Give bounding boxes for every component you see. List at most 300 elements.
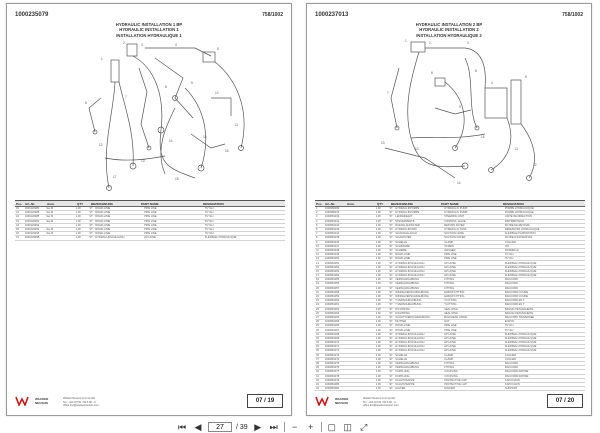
cell-unit: ST — [389, 211, 393, 215]
cell-qty: 1,00 — [375, 269, 381, 273]
cell-art-nr: 1000081361 — [324, 303, 340, 307]
cell-unit: ST — [389, 286, 393, 290]
cell-part-name: HYDRAULIC PUMP — [444, 211, 468, 215]
cell-unit: ST — [389, 366, 393, 370]
cell-art-nr: 1000081341 — [324, 219, 340, 223]
cell-art-nr: 1000081372 — [324, 349, 340, 353]
cell-pos: 30 — [316, 328, 319, 332]
cell-bezeichnung: STEUERVENTIL — [395, 219, 415, 223]
last-page-icon[interactable]: ⏭ — [269, 421, 278, 432]
cell-qty: 1,00 — [375, 211, 381, 215]
document-number: 1000237013 — [315, 12, 349, 18]
hydraulic-exploded-drawing — [15, 38, 285, 196]
cell-unit: ST — [389, 244, 393, 248]
cell-bezeichnung: LENKEINHEIT — [395, 215, 413, 219]
cell-unit: ST — [89, 232, 93, 236]
cell-designation: RACCORD EN T — [504, 303, 525, 307]
cell-art-nr: 1000081378 — [324, 374, 340, 378]
cell-qty: 1,00 — [375, 240, 381, 244]
cell-bezeichnung: ROHR-LINIE — [95, 207, 111, 211]
cell-unit: ST — [389, 299, 393, 303]
header-art-nr: Art.-Nr. — [325, 201, 336, 206]
cell-part-name: SCREW — [444, 244, 454, 248]
cell-qty: 1,00 — [375, 362, 381, 366]
cell-pos: 28 — [316, 320, 319, 324]
cell-bezeichnung: SCHOTTVERSCHRAUBUNG — [395, 315, 430, 319]
cell-qty: 1,00 — [375, 253, 381, 257]
cell-art-nr: 1000080370 — [324, 211, 340, 215]
cell-part-name: RETURN FILTER — [444, 223, 465, 227]
cell-unit: ST — [389, 257, 393, 261]
cell-unit: ST — [389, 374, 393, 378]
cell-pos: 1 — [316, 207, 318, 211]
cell-anm: Ser.M — [46, 207, 54, 211]
cell-art-nr: 1000126286 — [24, 211, 40, 215]
first-page-icon[interactable]: ⏮ — [177, 421, 187, 432]
cell-bezeichnung: SCHELLE — [395, 353, 408, 357]
zoom-out-icon[interactable]: − — [292, 421, 298, 432]
svg-text:17: 17 — [113, 175, 117, 179]
cell-bezeichnung: HYDRAULIKSCHLAUCH — [395, 261, 425, 265]
cell-part-name: FITTING — [444, 286, 455, 290]
cell-unit: ST — [389, 378, 393, 382]
cell-part-name: HP HOSE — [444, 332, 456, 336]
cell-pos: 36 — [316, 353, 319, 357]
cell-part-name: HP HOSE — [444, 349, 456, 353]
cell-qty: 1,00 — [375, 299, 381, 303]
cell-designation: RACCORD — [504, 362, 518, 366]
cell-unit: ST — [389, 324, 393, 328]
table-body — [315, 207, 585, 391]
document-page-right — [306, 3, 592, 416]
cell-bezeichnung: SCHELLE — [395, 357, 408, 361]
fullscreen-icon[interactable]: ⤢ — [360, 421, 368, 432]
cell-unit: ST — [389, 248, 393, 252]
cell-part-name: PIPE LINE — [444, 324, 457, 328]
cell-art-nr: 1000126292 — [24, 223, 40, 227]
cell-qty: 1,00 — [75, 223, 81, 227]
cell-designation: TUYAU — [204, 228, 214, 232]
cell-pos: 34 — [316, 345, 319, 349]
cell-bezeichnung: WINKELVERSCHRAUBUNG — [395, 290, 429, 294]
svg-text:8: 8 — [165, 85, 167, 89]
cell-bezeichnung: HYDRAULIKPUMPE — [395, 211, 420, 215]
fit-page-icon[interactable]: ▢ — [327, 421, 336, 432]
svg-text:15: 15 — [203, 135, 207, 139]
svg-text:18: 18 — [175, 177, 179, 181]
cell-pos: 31 — [316, 332, 319, 336]
cell-unit: ST — [389, 353, 393, 357]
company-address: Wacker Neuson Linz GmbH Tel.: +43 (0)732 / 90 5 90 - 0 office.linz@wackerneuson.com — [63, 397, 99, 408]
cell-designation: RACCORD — [504, 286, 518, 290]
cell-qty: 1,00 — [375, 290, 381, 294]
cell-art-nr: 1000126298 — [24, 236, 40, 240]
cell-bezeichnung: HYDRAULIKTANK — [395, 228, 417, 232]
cell-designation: TUYAU — [204, 232, 214, 236]
cell-art-nr: 1000081346 — [324, 240, 340, 244]
cell-pos: 10 — [316, 244, 319, 248]
cell-qty: 1,00 — [375, 282, 381, 286]
document-page-left — [6, 3, 292, 416]
page-title-line: HYDRAULIC INSTALLATION 1 — [119, 27, 179, 33]
cell-designation: FLEXIBLE HYDRAULIQUE — [504, 274, 537, 278]
cell-qty: 1,00 — [375, 219, 381, 223]
cell-part-name: CLAMP — [444, 353, 454, 357]
svg-text:16: 16 — [225, 149, 229, 153]
cell-bezeichnung: SAUGFILTER — [395, 236, 412, 240]
header-bezeichnung: BEZEICHNUNG — [391, 201, 414, 206]
cell-bezeichnung: HYDRAULIKSCHLAUCH — [395, 269, 425, 273]
cell-bezeichnung: HYDRAULIKSCHLAUCH — [95, 236, 125, 240]
cell-unit: ST — [389, 236, 393, 240]
cell-pos: 4 — [316, 219, 318, 223]
cell-part-name: WASHER — [444, 248, 456, 252]
cell-bezeichnung: HYDRAULIKSCHLAUCH — [395, 265, 425, 269]
cell-art-nr: 1000081365 — [324, 320, 340, 324]
cell-bezeichnung: ROHR-LINIE — [95, 219, 111, 223]
previous-page-icon[interactable]: ◀ — [194, 421, 202, 432]
cell-qty: 1,00 — [375, 328, 381, 332]
page-title-line: INSTALLATION HYDRAULIQUE 2 — [416, 32, 482, 38]
cell-part-name: FITTING — [444, 278, 455, 282]
cell-unit: ST — [389, 315, 393, 319]
cell-bezeichnung: ROHR-LINIE — [95, 215, 111, 219]
cell-art-nr: 1000081348 — [324, 248, 340, 252]
cell-qty: 4,00 — [375, 311, 381, 315]
cell-unit: ST — [89, 211, 93, 215]
cell-art-nr: 1000081373 — [324, 353, 340, 357]
cell-art-nr: 1000126288 — [24, 215, 40, 219]
header-part-name: PART NAME — [441, 201, 459, 206]
cell-part-name: HP HOSE — [144, 236, 156, 240]
cell-bezeichnung: VERSCHRAUBUNG — [395, 286, 420, 290]
cell-designation: CAPUCHON — [504, 382, 520, 386]
cell-qty: 1,00 — [375, 295, 381, 299]
cell-art-nr: 1000081350 — [324, 257, 340, 261]
cell-designation: BAGUE D'ETANCHEITE — [504, 307, 534, 311]
cell-part-name: HOLDER — [444, 387, 456, 391]
header-anm: Anm. — [347, 201, 355, 206]
cell-pos: 11 — [316, 248, 319, 252]
header-pos: Pos — [16, 201, 22, 206]
cell-unit: ST — [89, 215, 93, 219]
cell-designation: FLEXIBLE HYDRAULIQUE — [504, 265, 537, 269]
cell-art-nr: 1000126290 — [24, 219, 40, 223]
svg-text:15: 15 — [481, 135, 485, 139]
cell-art-nr: 1000081345 — [324, 236, 340, 240]
cell-pos: 33 — [316, 341, 319, 345]
table-body — [15, 207, 285, 241]
next-page-icon[interactable]: ▶ — [254, 421, 262, 432]
cell-unit: ST — [389, 349, 393, 353]
cell-designation: FLEXIBLE HYDRAULIQUE — [504, 269, 537, 273]
svg-text:7: 7 — [125, 95, 127, 99]
cell-designation: POMPE HYDRAULIQUE — [504, 207, 534, 211]
cell-part-name: PIPE LINE — [144, 215, 157, 219]
cell-bezeichnung: SCHELLE — [395, 240, 408, 244]
cell-unit: ST — [389, 295, 393, 299]
cell-art-nr: 1000081363 — [324, 311, 340, 315]
cell-bezeichnung: RUECKLAUFFILTER — [395, 223, 420, 227]
cell-bezeichnung: ROHR-LINIE — [95, 232, 111, 236]
cell-part-name: PROTECTIVE CAP — [444, 382, 467, 386]
cell-qty: 1,00 — [375, 320, 381, 324]
cell-art-nr: 1000081379 — [324, 378, 340, 382]
cell-pos: 45 — [16, 228, 19, 232]
cell-bezeichnung: ROHR-LINIE — [95, 228, 111, 232]
cell-bezeichnung: WINKELVERSCHRAUBUNG — [395, 295, 429, 299]
cell-bezeichnung: HALTER — [395, 387, 406, 391]
svg-text:14: 14 — [457, 181, 461, 185]
cell-art-nr: 1000081371 — [324, 345, 340, 349]
cell-part-name: HP HOSE — [444, 341, 456, 345]
cell-part-name: PROTECTIVE CAP — [444, 378, 467, 382]
cell-bezeichnung: HYDRAULIKPUMPE — [395, 207, 420, 211]
cell-unit: ST — [389, 307, 393, 311]
cell-part-name: HP HOSE — [444, 336, 456, 340]
cell-qty: 2,00 — [375, 248, 381, 252]
cell-art-nr: 1000081358 — [324, 290, 340, 294]
cell-pos: 18 — [316, 278, 319, 282]
cell-art-nr: 1000081376 — [324, 366, 340, 370]
header-bezeichnung: BEZEICHNUNG — [91, 201, 114, 206]
cell-qty: 1,00 — [375, 374, 381, 378]
cell-unit: ST — [389, 223, 393, 227]
cell-qty: 1,00 — [375, 274, 381, 278]
cell-bezeichnung: VERSCHRAUBUNG — [395, 362, 420, 366]
cell-unit: ST — [389, 370, 393, 374]
cell-unit: ST — [389, 219, 393, 223]
cell-pos: 6 — [316, 228, 318, 232]
document-number: 1000235079 — [15, 12, 49, 18]
cell-part-name: PIPE LINE — [144, 228, 157, 232]
cell-unit: ST — [389, 382, 393, 386]
cell-pos: 37 — [316, 357, 319, 361]
cell-unit: ST — [389, 278, 393, 282]
cell-art-nr: 1000081355 — [324, 278, 340, 282]
header-anm: Anm. — [47, 201, 55, 206]
cell-part-name: CONTROL VALVE — [444, 219, 466, 223]
cell-pos: 15 — [316, 265, 319, 269]
cell-art-nr: 1000081344 — [324, 232, 340, 236]
company-logo — [315, 396, 329, 406]
cell-art-nr: 1000081352 — [324, 265, 340, 269]
cell-pos: 38 — [316, 362, 319, 366]
cell-bezeichnung: HYDRAULIKSCHLAUCH — [395, 336, 425, 340]
cell-designation: FLEXIBLE HYDRAULIQUE — [504, 349, 537, 353]
cell-designation: ECROU — [504, 320, 515, 324]
cell-pos: 32 — [316, 336, 319, 340]
cell-qty: 1,00 — [375, 332, 381, 336]
cell-bezeichnung: ROHR-LINIE — [395, 324, 411, 328]
svg-text:11: 11 — [515, 147, 519, 151]
company-name: WACKER NEUSON — [335, 397, 349, 405]
cell-qty: 1,00 — [75, 211, 81, 215]
page-title-line: HYDRAULIC INSTALLATION 2 BP — [415, 22, 483, 27]
cell-designation: TUYAU — [504, 253, 514, 257]
cell-bezeichnung: T-VERSCHRAUBUNG — [395, 299, 422, 303]
page-number-input[interactable] — [208, 422, 232, 432]
cell-art-nr: 1000081353 — [324, 269, 340, 273]
cell-designation: CAPUCHON — [504, 378, 520, 382]
cell-pos: 13 — [316, 257, 319, 261]
cell-bezeichnung: ROHR-LINIE — [95, 223, 111, 227]
cell-art-nr: 1000081356 — [324, 282, 340, 286]
cell-designation: FLEXIBLE HYDRAULIQUE — [504, 336, 537, 340]
svg-text:8: 8 — [475, 69, 477, 73]
cell-pos: 5 — [316, 223, 318, 227]
cell-bezeichnung: ROHR-LINIE — [395, 253, 411, 257]
company-address: Wacker Neuson Linz GmbH Tel.: +43 (0)732 / 90 5 90 - 0 office.linz@wackerneuson.com — [363, 397, 399, 408]
cell-designation: FLEXIBLE D'ASPIRATION — [504, 232, 536, 236]
page-footer — [15, 393, 283, 409]
cell-pos: 22 — [316, 295, 319, 299]
cell-qty: 1,00 — [375, 207, 381, 211]
cell-bezeichnung: ROHR-LINIE — [395, 328, 411, 332]
cell-art-nr: 1000126296 — [24, 232, 40, 236]
cell-designation: RACCORD — [504, 282, 518, 286]
cell-unit: ST — [389, 336, 393, 340]
total-pages: / 39 — [236, 423, 248, 431]
cell-qty: 1,00 — [375, 341, 381, 345]
cell-part-name: COUPLING — [444, 370, 458, 374]
cell-part-name: COUPLING — [444, 374, 458, 378]
cell-pos: 16 — [316, 269, 319, 273]
svg-text:13: 13 — [381, 141, 385, 145]
zoom-in-icon[interactable]: + — [308, 421, 314, 432]
svg-text:12: 12 — [99, 143, 103, 147]
cell-designation: RACCORD RAPIDE — [504, 374, 529, 378]
cell-art-nr: 1000081381 — [324, 387, 340, 391]
cell-qty: 1,00 — [375, 349, 381, 353]
cell-designation: COLLIER — [504, 357, 516, 361]
cell-part-name: PIPE LINE — [144, 232, 157, 236]
cell-pos: 24 — [316, 303, 319, 307]
cell-qty: 1,00 — [375, 366, 381, 370]
page-reference: 758/1002 — [262, 12, 283, 18]
cell-qty: 1,00 — [375, 223, 381, 227]
page-navigation-toolbar — [176, 421, 424, 433]
cell-part-name: T-FITTING — [444, 303, 457, 307]
cell-designation: FILTRE DE RETOUR — [504, 223, 530, 227]
cell-unit: ST — [389, 332, 393, 336]
two-page-view-icon[interactable]: ◫ — [343, 421, 352, 432]
page-number-box: 07 / 19 — [247, 394, 283, 408]
cell-art-nr: 1000081349 — [324, 253, 340, 257]
cell-art-nr: 1000081340 — [324, 215, 340, 219]
cell-pos: 26 — [316, 311, 319, 315]
cell-bezeichnung: VERSCHRAUBUNG — [395, 282, 420, 286]
cell-designation: COLLIER — [504, 353, 516, 357]
cell-designation: RACCORD — [504, 278, 518, 282]
cell-part-name: STEERING UNIT — [444, 215, 465, 219]
cell-unit: ST — [389, 274, 393, 278]
cell-bezeichnung: HYDRAULIKSCHLAUCH — [395, 345, 425, 349]
cell-art-nr: 1000081375 — [324, 362, 340, 366]
cell-unit: ST — [89, 228, 93, 232]
cell-part-name: HP HOSE — [444, 345, 456, 349]
cell-part-name: SUCTION FILTER — [444, 236, 466, 240]
svg-text:10: 10 — [415, 147, 419, 151]
cell-qty: 1,00 — [75, 232, 81, 236]
cell-pos: 44 — [316, 387, 319, 391]
cell-unit: ST — [389, 269, 393, 273]
cell-designation: RESERVOIR HYDRAULIQUE — [504, 228, 540, 232]
cell-art-nr: 1000081369 — [324, 336, 340, 340]
svg-text:4: 4 — [491, 81, 493, 85]
cell-bezeichnung: SCHEIBE — [395, 248, 407, 252]
parts-table — [315, 200, 585, 391]
cell-part-name: BULKHEAD UNION — [444, 315, 468, 319]
cell-bezeichnung: SAUGSCHLAUCH — [395, 232, 417, 236]
cell-designation: RACCORD EN T — [504, 299, 525, 303]
cell-qty: 1,00 — [375, 336, 381, 340]
cell-anm: Ser.M — [46, 215, 54, 219]
cell-designation: RACCORD RAPIDE — [504, 370, 529, 374]
cell-pos: 39 — [316, 366, 319, 370]
cell-bezeichnung: T-VERSCHRAUBUNG — [395, 303, 422, 307]
header-part-name: PART NAME — [141, 201, 159, 206]
cell-pos: 8 — [316, 236, 318, 240]
cell-part-name: ELBOW FITTING — [444, 290, 465, 294]
cell-art-nr: 1000080369 — [324, 207, 340, 211]
cell-designation: TUYAU — [504, 324, 514, 328]
svg-text:2: 2 — [123, 41, 125, 45]
toolbar-divider — [321, 422, 322, 432]
cell-pos: 20 — [316, 286, 319, 290]
cell-part-name: CLAMP — [444, 240, 454, 244]
cell-qty: 1,00 — [75, 215, 81, 219]
cell-part-name: HP HOSE — [444, 261, 456, 265]
cell-art-nr: 1000081342 — [324, 223, 340, 227]
cell-pos: 12 — [316, 253, 319, 257]
cell-bezeichnung: DICHTRING — [395, 307, 410, 311]
svg-text:2: 2 — [429, 41, 431, 45]
cell-anm: Ser.M — [46, 232, 54, 236]
cell-unit: ST — [89, 219, 93, 223]
cell-anm: Ser.M — [46, 228, 54, 232]
cell-designation: TUYAU — [204, 223, 214, 227]
cell-art-nr: 1000081364 — [324, 315, 340, 319]
cell-pos: 43 — [16, 219, 19, 223]
cell-pos: 2 — [316, 211, 318, 215]
cell-unit: ST — [389, 228, 393, 232]
svg-text:6: 6 — [85, 101, 87, 105]
cell-unit: ST — [389, 328, 393, 332]
cell-designation: FLEXIBLE HYDRAULIQUE — [504, 261, 537, 265]
cell-designation: RONDELLE — [504, 248, 519, 252]
cell-qty: 1,00 — [375, 261, 381, 265]
cell-part-name: HYDRAULIC TANK — [444, 228, 467, 232]
cell-pos: 25 — [316, 307, 319, 311]
header-art-nr: Art.-Nr. — [25, 201, 36, 206]
cell-part-name: CLAMP — [444, 357, 454, 361]
cell-unit: ST — [389, 232, 393, 236]
svg-text:5: 5 — [217, 47, 219, 51]
cell-pos: 40 — [16, 207, 19, 211]
cell-bezeichnung: KUPPLUNG — [395, 370, 410, 374]
cell-designation: TUYAU — [204, 219, 214, 223]
cell-part-name: FITTING — [444, 282, 455, 286]
svg-text:9: 9 — [191, 81, 193, 85]
cell-bezeichnung: KUPPLUNG — [395, 374, 410, 378]
cell-part-name: FITTING — [444, 366, 455, 370]
svg-text:7: 7 — [387, 91, 389, 95]
cell-unit: ST — [389, 341, 393, 345]
cell-art-nr: 1000081377 — [324, 370, 340, 374]
cell-art-nr: 1000081366 — [324, 324, 340, 328]
cell-part-name: T-FITTING — [444, 299, 457, 303]
